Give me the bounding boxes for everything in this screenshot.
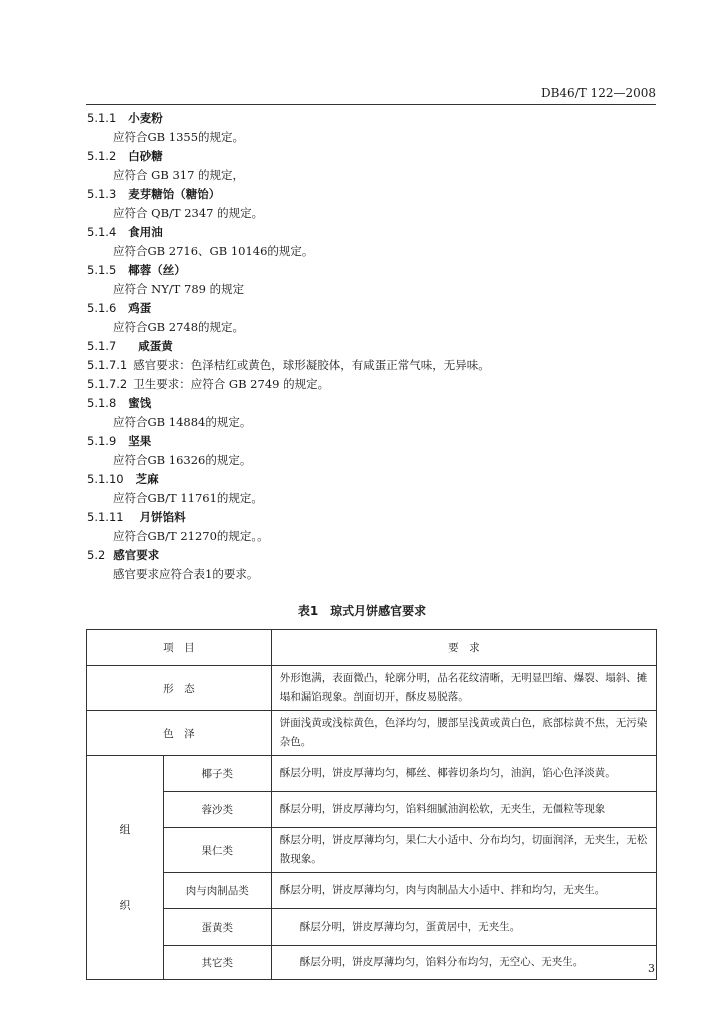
section-text: 应符合GB/T 21270的规定。。	[113, 529, 269, 543]
header-requirement: 要 求	[271, 630, 656, 666]
section-text: 应符合GB 1355的规定。	[113, 130, 245, 144]
subsection-line: 5.1.7.1 感官要求：色泽桔红或黄色，球形凝胶体，有咸蛋正常气味，无异味。	[87, 358, 490, 372]
subcategory-req: 酥层分明，饼皮厚薄均匀，蛋黄居中，无夹生。	[271, 909, 656, 946]
section-text: 应符合 GB 317 的规定，	[113, 168, 245, 182]
subcategory-req: 酥层分明，饼皮厚薄均匀，果仁大小适中、分布均匀，切面润泽，无夹生，无松散现象。	[271, 828, 656, 873]
section-heading: 5.1.11 月饼馅料	[87, 510, 186, 524]
section-text: 应符合 NY/T 789 的规定	[113, 282, 245, 296]
page-number: 3	[648, 962, 655, 975]
section-heading: 5.1.1 小麦粉	[87, 111, 163, 125]
row-label-shape: 形 态	[87, 666, 272, 711]
row-label-texture: 组 织	[87, 756, 164, 980]
section-heading: 5.1.8 蜜饯	[87, 396, 152, 410]
section-text: 应符合GB 2748的规定。	[113, 320, 245, 334]
section-text: 应符合GB 14884的规定。	[113, 415, 252, 429]
section-heading: 5.1.5 椰蓉（丝）	[87, 263, 186, 277]
section-heading: 5.1.10 芝麻	[87, 472, 159, 486]
table-caption: 表1 琼式月饼感官要求	[297, 604, 427, 618]
table-row	[87, 666, 657, 711]
table-row	[87, 946, 657, 980]
section-heading: 5.1.9 坚果	[87, 434, 152, 448]
subcategory-name: 其它类	[163, 946, 271, 980]
subcategory-req: 酥层分明，饼皮厚薄均匀，肉与肉制品大小适中、拌和均匀，无夹生。	[271, 873, 656, 909]
subcategory-req: 酥层分明，饼皮厚薄均匀，椰丝、椰蓉切条均匀，油润，馅心色泽淡黄。	[271, 756, 656, 792]
sensory-requirements-table	[86, 629, 657, 980]
subcategory-name: 蓉沙类	[163, 792, 271, 828]
table-row	[87, 792, 657, 828]
row-label-color: 色 泽	[87, 711, 272, 756]
subcategory-name: 肉与肉制品类	[163, 873, 271, 909]
row-req-shape: 外形饱满，表面微凸，轮廓分明，品名花纹清晰，无明显凹缩、爆裂、塌斜、摊塌和漏馅现象。剖面切开，酥皮易脱落。	[271, 666, 656, 711]
section-heading: 5.1.2 白砂糖	[87, 149, 163, 163]
header-item: 项 目	[87, 630, 272, 666]
subsection-line: 5.1.7.2 卫生要求：应符合 GB 2749 的规定。	[87, 377, 330, 391]
table-row	[87, 756, 657, 792]
section-text: 应符合GB 16326的规定。	[113, 453, 252, 467]
section-heading: 5.1.6 鸡蛋	[87, 301, 152, 315]
section-heading: 5.1.4 食用油	[87, 225, 163, 239]
table-row	[87, 873, 657, 909]
table-row	[87, 909, 657, 946]
table-header-row	[87, 630, 657, 666]
subcategory-req: 酥层分明，饼皮厚薄均匀，馅料细腻油润松软，无夹生，无僵粒等现象	[271, 792, 656, 828]
table-row	[87, 828, 657, 873]
subcategory-name: 椰子类	[163, 756, 271, 792]
header-rule	[86, 104, 656, 105]
table-row	[87, 711, 657, 756]
section-heading: 5.1.3 麦芽糖饴（糖饴）	[87, 187, 221, 201]
subcategory-name: 果仁类	[163, 828, 271, 873]
section-text: 感官要求应符合表1的要求。	[113, 567, 259, 581]
section-text: 应符合 QB/T 2347 的规定。	[113, 206, 264, 220]
section-text: 应符合GB/T 11761的规定。	[113, 491, 263, 505]
subcategory-req: 酥层分明，饼皮厚薄均匀，馅料分布均匀，无空心、无夹生。	[271, 946, 656, 980]
subcategory-name: 蛋黄类	[163, 909, 271, 946]
row-req-color: 饼面浅黄或浅棕黄色，色泽均匀，腰部呈浅黄或黄白色，底部棕黄不焦，无污染杂色。	[271, 711, 656, 756]
section-heading: 5.1.7 咸蛋黄	[87, 339, 173, 353]
section-text: 应符合GB 2716、GB 10146的规定。	[113, 244, 314, 258]
document-code: DB46/T 122—2008	[540, 86, 656, 100]
document-body	[87, 109, 657, 584]
section-heading: 5.2 感官要求	[87, 548, 160, 562]
